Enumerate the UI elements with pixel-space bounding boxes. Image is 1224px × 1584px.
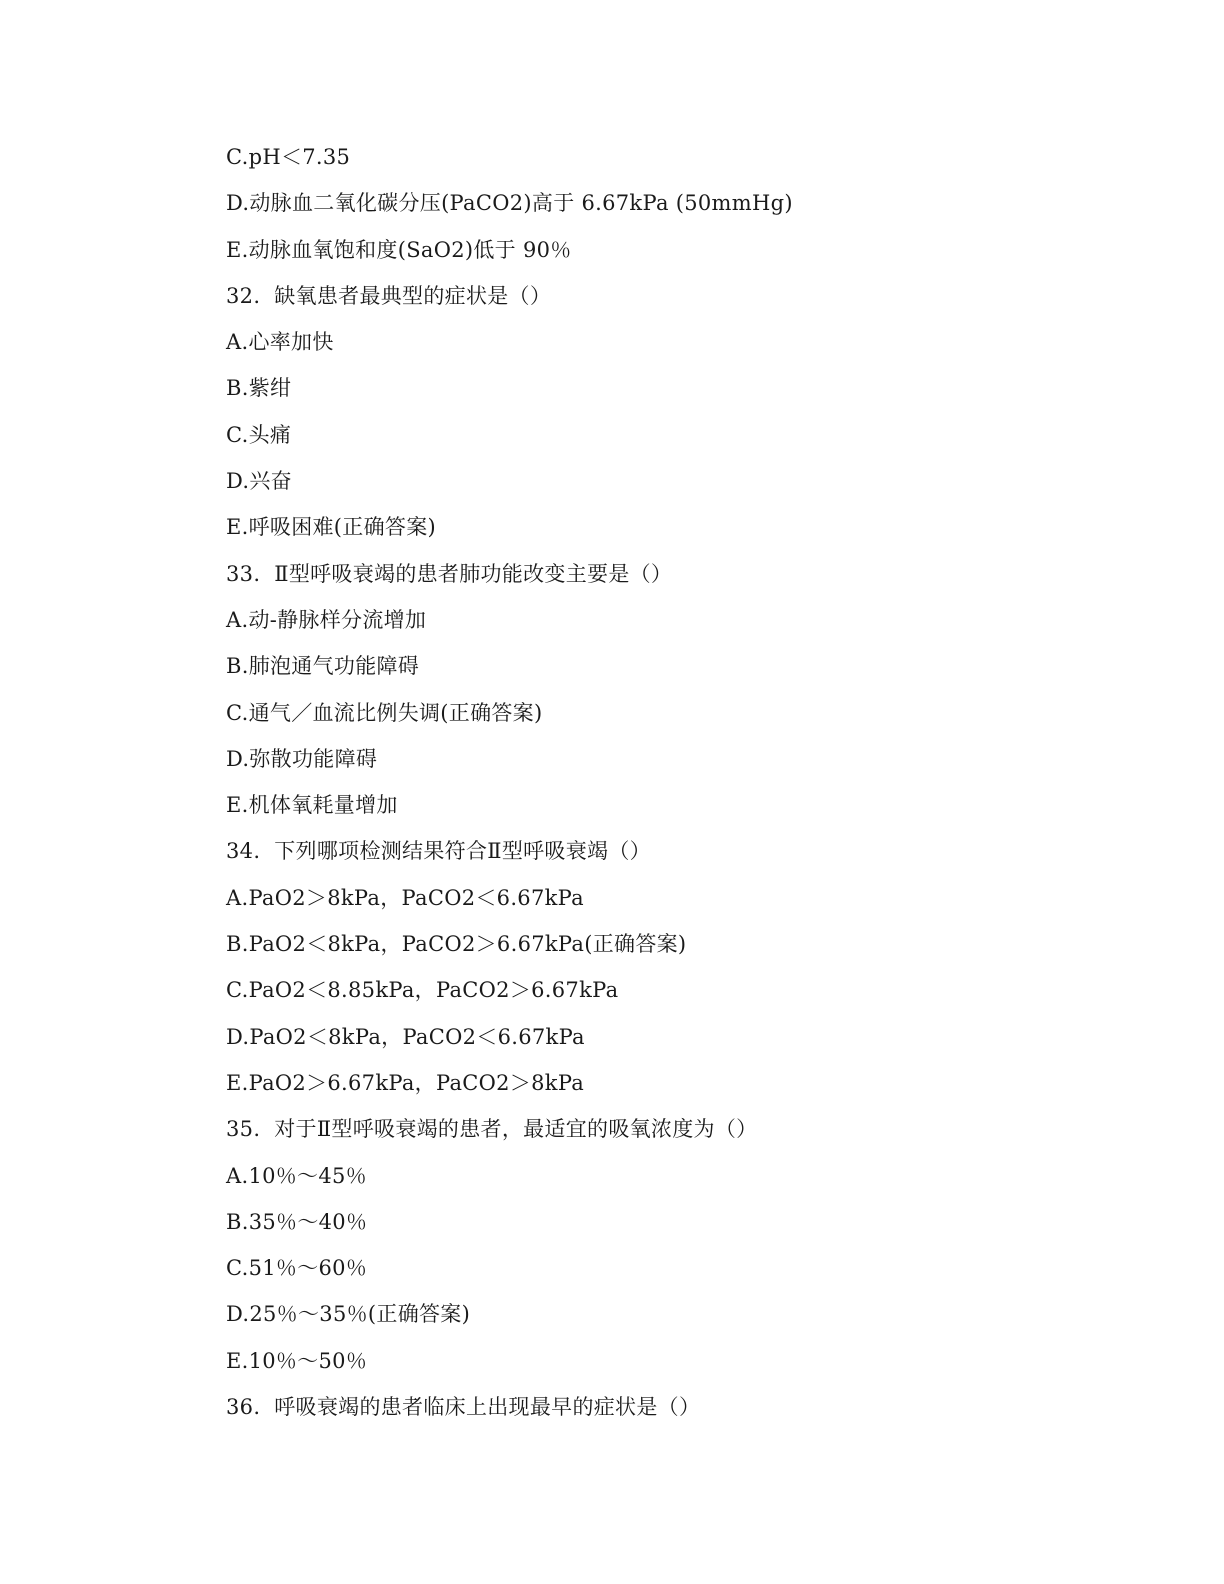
option-32c: C.头痛 <box>226 422 292 447</box>
option-33a: A.动-静脉样分流增加 <box>226 607 427 632</box>
question-35: 35. 对于Ⅱ型呼吸衰竭的患者，最适宜的吸氧浓度为（） <box>226 1117 758 1142</box>
option-33d: D.弥散功能障碍 <box>226 746 378 771</box>
option-35a: A.10％～45％ <box>226 1163 367 1188</box>
question-36: 36. 呼吸衰竭的患者临床上出现最早的症状是（） <box>226 1395 701 1420</box>
question-32: 32. 缺氧患者最典型的症状是（） <box>226 283 552 308</box>
option-31c: C.pH＜7.35 <box>226 145 351 169</box>
option-34a: A.PaO2＞8kPa，PaCO2＜6.67kPa <box>226 885 584 910</box>
option-34c: C.PaO2＜8.85kPa，PaCO2＞6.67kPa <box>226 978 619 1003</box>
option-35c: C.51％～60％ <box>226 1256 368 1281</box>
option-31d: D.动脉血二氧化碳分压(PaCO2)高于 6.67kPa (50mmHg) <box>226 191 793 216</box>
question-34: 34. 下列哪项检测结果符合Ⅱ型呼吸衰竭（） <box>226 839 651 864</box>
question-33: 33. Ⅱ型呼吸衰竭的患者肺功能改变主要是（） <box>226 561 673 586</box>
option-32e: E.呼吸困难(正确答案) <box>226 515 436 540</box>
option-35d: D.25％～35％(正确答案) <box>226 1302 471 1327</box>
option-34d: D.PaO2＜8kPa，PaCO2＜6.67kPa <box>226 1024 585 1049</box>
option-32d: D.兴奋 <box>226 469 292 494</box>
option-33b: B.肺泡通气功能障碍 <box>226 654 420 679</box>
option-33e: E.机体氧耗量增加 <box>226 793 398 818</box>
option-32a: A.心率加快 <box>226 330 334 355</box>
option-34b: B.PaO2＜8kPa，PaCO2＞6.67kPa(正确答案) <box>226 932 687 957</box>
option-33c: C.通气／血流比例失调(正确答案) <box>226 700 543 725</box>
option-35e: E.10％～50％ <box>226 1348 368 1373</box>
option-31e: E.动脉血氧饱和度(SaO2)低于 90％ <box>226 237 572 262</box>
document-page <box>226 134 1126 1430</box>
option-34e: E.PaO2＞6.67kPa，PaCO2＞8kPa <box>226 1070 585 1095</box>
option-32b: B.紫绀 <box>226 376 292 401</box>
option-35b: B.35％～40％ <box>226 1209 368 1234</box>
